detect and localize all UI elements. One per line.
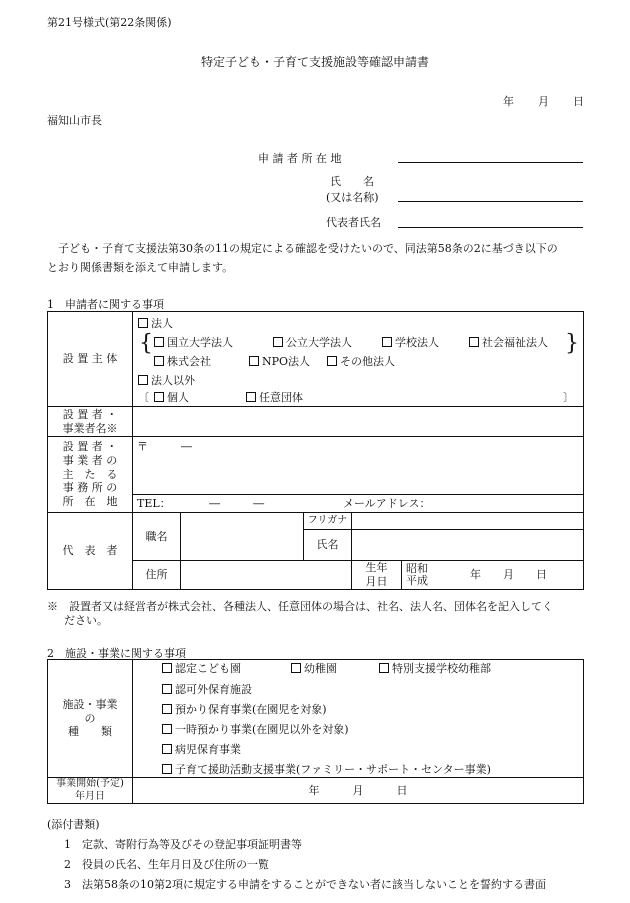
job-title-label: 職名 bbox=[133, 513, 181, 561]
note-line-2: ださい。 bbox=[64, 614, 108, 627]
corp-type-school[interactable]: 学校法人 bbox=[382, 336, 439, 350]
date-year: 年 bbox=[503, 95, 514, 108]
representative-label: 代 表 者 bbox=[48, 513, 133, 590]
email-field[interactable]: メールアドレス： bbox=[343, 497, 431, 510]
applicant-rep-label: 代表者氏名 bbox=[326, 216, 381, 229]
type-unlicensed-nursery[interactable]: 認可外保育施設 bbox=[162, 683, 252, 697]
facility-type-options bbox=[133, 660, 584, 778]
era-heisei[interactable]: 平成 bbox=[406, 574, 428, 587]
type-sick-child-care[interactable]: 病児保育事業 bbox=[162, 743, 241, 757]
founder-name-label: 設 置 者 ・ 事業者名※ bbox=[48, 407, 133, 437]
corp-type-npo[interactable]: NPO法人 bbox=[249, 355, 310, 369]
birth-date-field[interactable] bbox=[402, 561, 584, 590]
start-date-field[interactable]: 年 月 日 bbox=[133, 778, 584, 804]
applicant-name-line[interactable] bbox=[398, 201, 583, 202]
form-number: 第21号様式(第22条関係) bbox=[47, 16, 172, 29]
attachments-heading: (添付書類) bbox=[47, 818, 100, 831]
birth-ymd: 年 月 日 bbox=[470, 568, 547, 581]
type-special-support[interactable]: 特別支援学校幼稚部 bbox=[379, 662, 491, 676]
corp-option[interactable]: 法人 bbox=[138, 317, 173, 331]
setup-entity-label: 設 置 主 体 bbox=[48, 312, 133, 407]
postal-mark: 〒 ― bbox=[137, 440, 192, 453]
furigana-label: フリガナ bbox=[304, 513, 352, 530]
founder-name-field[interactable] bbox=[133, 407, 584, 437]
applicant-rep-line[interactable] bbox=[398, 227, 583, 228]
corp-type-other[interactable]: その他法人 bbox=[327, 355, 395, 369]
intro-line-2: とおり関係書類を添えて申請します。 bbox=[47, 261, 234, 274]
left-brace: { bbox=[139, 331, 153, 356]
type-extended-care[interactable]: 預かり保育事業(在園児を対象) bbox=[162, 703, 327, 717]
office-address-field[interactable] bbox=[133, 437, 584, 495]
right-brace: } bbox=[565, 331, 579, 356]
note-line-1: ※ 設置者又は経営者が株式会社、各種法人、任意団体の場合は、社名、法人名、団体名を記入してく bbox=[47, 600, 553, 613]
date-day: 日 bbox=[573, 95, 584, 108]
office-address-label: 設 置 者 ・ 事 業 者 の 主 た る 事 務 所 の 所 在 地 bbox=[48, 437, 133, 513]
corp-type-national-univ[interactable]: 国立大学法人 bbox=[154, 336, 233, 350]
page-title: 特定子ども・子育て支援施設等確認申請書 bbox=[200, 55, 429, 69]
left-bracket: 〔 bbox=[138, 391, 149, 404]
intro-line-1: 子ども・子育て支援法第30条の11の規定による確認を受けたいので、同法第58条の2に基づき以下の bbox=[58, 242, 558, 255]
type-temporary-care[interactable]: 一時預かり事業(在園児以外を対象) bbox=[162, 723, 349, 737]
corp-type-kabushiki[interactable]: 株式会社 bbox=[154, 355, 211, 369]
setup-entity-cell bbox=[133, 312, 584, 407]
start-date-label: 事業開始(予定) 年月日 bbox=[48, 778, 133, 804]
facility-table bbox=[47, 659, 584, 804]
attachment-item: 2 役員の氏名、生年月日及び住所の一覧 bbox=[64, 858, 269, 871]
checkbox-icon[interactable] bbox=[138, 318, 148, 328]
section1-heading: 1 申請者に関する事項 bbox=[47, 298, 164, 311]
applicant-address-label: 申 請 者 所 在 地 bbox=[258, 152, 342, 165]
furigana-field[interactable] bbox=[352, 513, 584, 530]
birth-label: 生年 月日 bbox=[352, 561, 402, 590]
corp-type-public-univ[interactable]: 公立大学法人 bbox=[273, 336, 352, 350]
type-certified-kodomoen[interactable]: 認定こども園 bbox=[162, 662, 241, 676]
job-title-field[interactable] bbox=[181, 513, 304, 561]
applicant-name-label-sub: (又は名称) bbox=[326, 191, 379, 204]
rep-address-label: 住所 bbox=[133, 561, 181, 590]
non-corp-option[interactable]: 法人以外 bbox=[138, 374, 195, 388]
tel-field[interactable]: TEL： ― ― bbox=[137, 497, 265, 510]
date-month: 月 bbox=[538, 95, 549, 108]
office-contact-row bbox=[133, 495, 584, 513]
corp-type-social-welfare[interactable]: 社会福祉法人 bbox=[469, 336, 548, 350]
non-corp-individual[interactable]: 個人 bbox=[154, 391, 189, 405]
era-showa[interactable]: 昭和 bbox=[406, 562, 428, 575]
attachment-item: 3 法第58条の10第2項に規定する申請をすることができない者に該当しないことを誓約する書面 bbox=[64, 878, 546, 891]
type-kindergarten[interactable]: 幼稚園 bbox=[291, 662, 337, 676]
attachment-item: 1 定款、寄附行為等及びその登記事項証明書等 bbox=[64, 838, 302, 851]
facility-type-label: 施設・事業 の 種 類 bbox=[48, 660, 133, 778]
applicant-table bbox=[47, 311, 584, 590]
addressee: 福知山市長 bbox=[47, 114, 102, 127]
right-bracket: 〕 bbox=[563, 391, 574, 404]
applicant-address-line[interactable] bbox=[398, 162, 583, 163]
rep-name-label: 氏名 bbox=[304, 530, 352, 561]
type-family-support[interactable]: 子育て援助活動支援事業(ファミリー・サポート・センター事業) bbox=[162, 763, 491, 777]
applicant-name-label: 氏 名 bbox=[330, 175, 374, 188]
rep-name-field[interactable] bbox=[352, 530, 584, 561]
rep-address-field[interactable] bbox=[181, 561, 352, 590]
section2-heading: 2 施設・事業に関する事項 bbox=[47, 647, 186, 660]
non-corp-association[interactable]: 任意団体 bbox=[246, 391, 303, 405]
